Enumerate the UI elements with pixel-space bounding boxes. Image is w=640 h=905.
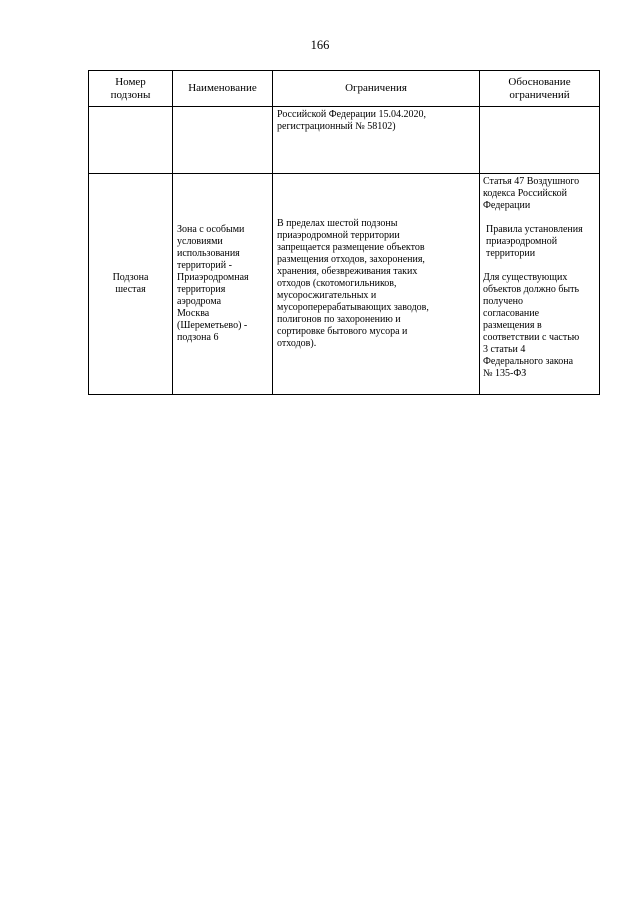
header-basis: Обоснование ограничений (480, 71, 600, 107)
cell-restrictions: В пределах шестой подзоны приаэродромной территории запрещается размещение объектов размещения отходов, захоронения, хранения, обезвреживания таких отходов (скотомогильников, мусоросжигательных и мусороперерабатывающих заводов, полигонов по захоронению и сортировке бытового мусора и отходов). (273, 174, 480, 395)
basis-paragraph: Статья 47 Воздушного кодекса Российской Федерации (483, 176, 580, 211)
page-number: 166 (310, 38, 330, 52)
cell-subzone-number: Подзона шестая (89, 174, 173, 395)
cell-subzone-number (89, 107, 173, 174)
cell-basis (480, 174, 600, 395)
basis-paragraph: Для существующих объектов должно быть получено согласование размещения в соответствии с частью 3 статьи 4 Федерального закона № 135-ФЗ (483, 272, 580, 379)
header-subzone-number: Номер подзоны (89, 71, 173, 107)
cell-restrictions: Российской Федерации 15.04.2020, регистрационный № 58102) (273, 107, 480, 174)
table-header-row (89, 71, 600, 107)
header-name: Наименование (173, 71, 273, 107)
table-row (89, 174, 600, 395)
table-row (89, 107, 600, 174)
cell-name (173, 107, 273, 174)
basis-paragraph: Правила установления приаэродромной территории (486, 224, 583, 259)
subzone-table (88, 70, 600, 395)
header-restrictions: Ограничения (273, 71, 480, 107)
cell-basis (480, 107, 600, 174)
cell-name: Зона с особыми условиями использования территорий - Приаэродромная территория аэродрома Москва (Шереметьево) - подзона 6 (173, 174, 273, 395)
